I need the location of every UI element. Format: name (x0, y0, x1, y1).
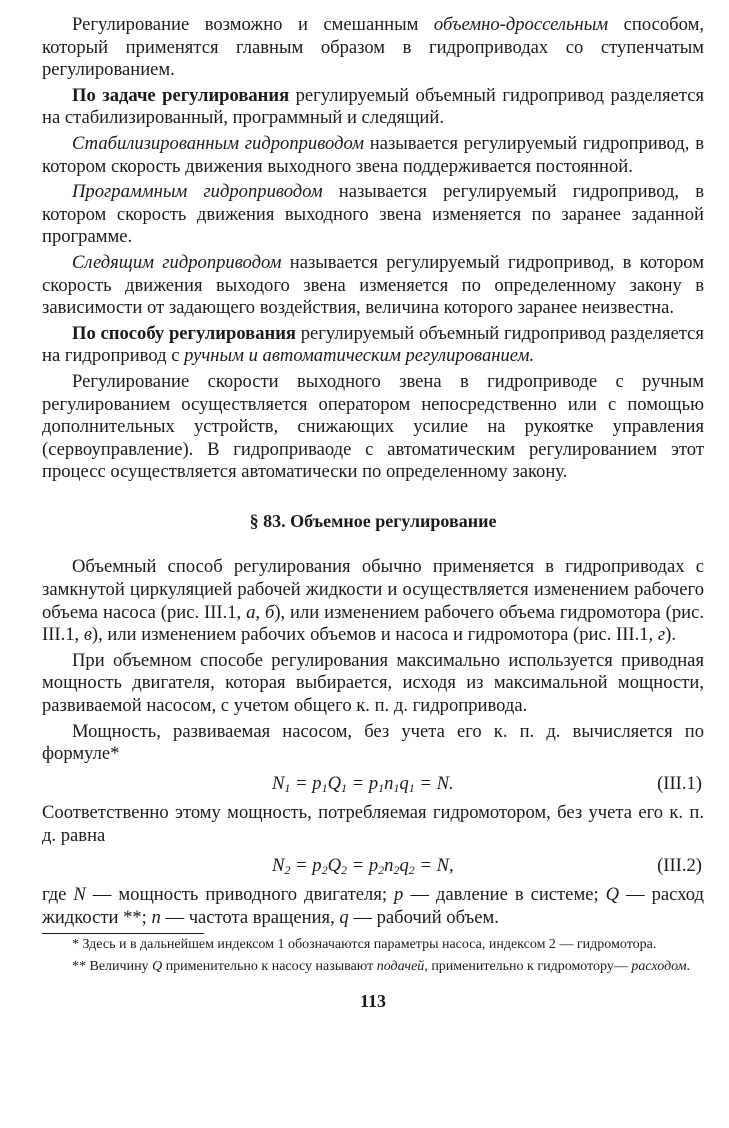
text: называется регулируемый гидропривод, в котором скорость движения выходного звена изменяется по заранее заданной программе. (42, 181, 704, 248)
section-heading: § 83. Объемное регулирование (249, 510, 497, 531)
footnote-divider (42, 933, 204, 934)
bold-term: По задаче регулирования (72, 84, 290, 106)
text: ), или изменением рабочего объема гидромотора (рис. III.1, (42, 601, 704, 646)
formula-number: (III.1) (657, 772, 702, 794)
formula-iii-2 (42, 855, 704, 878)
page-body (42, 14, 704, 1013)
paragraph-speed-regulation: Регулирование скорости выходного звена в гидроприводе с ручным регулированием осуществляется оператором непосредственно или с помощью дополнительных устройств, снижающих усилие на рукоятке управления (сервоуправление). В гидроприваоде с автоматическим регулированием этот процесс осуществляется автоматически по определенному закону. (42, 370, 704, 483)
paragraph-volumetric-method (42, 556, 704, 646)
footnote-2: ** Величину Q применительно к насосу называют подачей, применительно к гидромотору— расходом. (72, 958, 691, 974)
formula-number: (III.2) (657, 854, 702, 876)
text: называется регулируемый гидропривод, в котором скорость движения выходого звена изменяется по определенному закону в зависимости от задающего воздействия, величина которого заранее неизвестна. (42, 251, 704, 319)
paragraph-mixed-regulation (42, 14, 704, 82)
paragraph-by-method (42, 323, 704, 368)
italic-ref: г (657, 624, 666, 646)
text: Объемный способ регулирования обычно применяется в гидроприводах с замкнутой циркуляцией рабочей жидкости и осуществляется изменением рабочего объема насоса (рис. III.1, (42, 556, 704, 623)
text: ). (665, 624, 676, 646)
paragraph-stabilized (42, 133, 704, 178)
paragraph-programmed (42, 181, 704, 249)
text: регулируемый объемный гидропривод разделяется на гидропривод с (42, 322, 704, 367)
bold-term: По способу регулирования (72, 322, 296, 344)
page-number: 113 (359, 991, 386, 1012)
italic-term: ручным и автоматическим регулированием. (184, 345, 535, 367)
paragraph-tracking (42, 252, 704, 320)
paragraph-pump-power: Мощность, развиваемая насосом, без учета его к. п. д. вычисляется по формуле* (42, 720, 704, 765)
formula-iii-1 (42, 773, 704, 796)
italic-term: объемно-дроссельным (433, 14, 609, 35)
italic-ref: а, б (246, 601, 275, 623)
text: ), или изменением рабочих объемов и насоса и гидромотора (рис. III.1, (91, 624, 658, 646)
text: Регулирование возможно и смешанным (72, 14, 434, 35)
formula-expression: $N_1 = p_1Q_1 = p_1n_1q_1 = N$. (272, 772, 454, 795)
text: регулируемый объемный гидропривод разделяется на стабилизированный, программный и следящий. (42, 84, 704, 129)
paragraph-power-use: При объемном способе регулирования максимально используется приводная мощность двигателя, которая выбирается, исходя из максимальной мощности, развиваемой насосом, с учетом общего к. п. д. гидропривода. (42, 649, 704, 717)
text: называется регулируемый гидропривод, в котором скорость движения выходного звена поддерживается постоянной. (42, 132, 704, 177)
paragraph-by-task (42, 85, 704, 130)
paragraph-motor-power: Соответственно этому мощность, потребляемая гидромотором, без учета его к. п. д. равна (42, 802, 704, 846)
italic-term: Стабилизированным гидроприводом (72, 132, 364, 154)
italic-term: Программным гидроприводом (72, 181, 323, 203)
formula-expression: $N_2 = p_2Q_2 = p_2n_2q_2 = N$, (272, 854, 454, 877)
footnote-1: * Здесь и в дальнейшем индексом 1 обозначаются параметры насоса, индексом 2 — гидромотора. (72, 937, 657, 953)
italic-ref: в (83, 624, 92, 646)
paragraph-symbols: где N — мощность приводного двигателя; p — давление в системе; Q — расход жидкости **; n — частота вращения, q — рабочий объем. (42, 884, 705, 928)
text: способом, который применятся главным образом в гидроприводах со ступенчатым регулированием. (42, 14, 704, 81)
italic-term: Следящим гидроприводом (72, 251, 282, 273)
